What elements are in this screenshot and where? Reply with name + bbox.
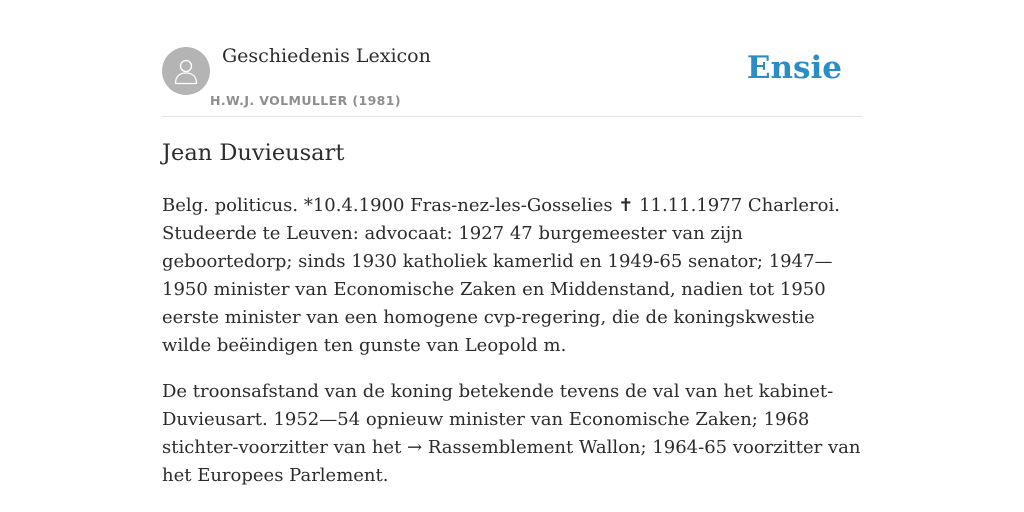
article-card [162,0,862,512]
article-body [162,192,862,508]
lexicon-title[interactable]: Geschiedenis Lexicon [222,45,431,67]
user-placeholder-icon [173,57,199,85]
avatar[interactable] [162,47,210,95]
article-paragraph: De troonsafstand van de koning betekende tevens de val van het kabinet-Duvieusart. 1952—54 opnieuw minister van Economische Zaken; 1968 stichter-voorzitter van het → Rassemblement Wallon; 1964-65 voorzitter van het Europees Parlement. [162,381,861,486]
article-header [162,0,862,117]
brand-logo[interactable]: Ensie [746,50,842,86]
article-paragraph: Belg. politicus. *10.4.1900 Fras-nez-les-Gosselies ✝ 11.11.1977 Charleroi. Studeerde te Leuven: advocaat: 1927 47 burgemeester van zijn geboortedorp; sinds 1930 katholiek kamerlid en 1949-65 senator; 1947—1950 minister van Economische Zaken en Middenstand, nadien tot 1950 eerste minister van een homogene cvp-regering, die de koningskwestie wilde beëindigen ten gunste van Leopold m. [162,195,840,356]
article-title: Jean Duvieusart [162,140,345,166]
author-attribution[interactable]: H.W.J. VOLMULLER (1981) [210,93,401,108]
